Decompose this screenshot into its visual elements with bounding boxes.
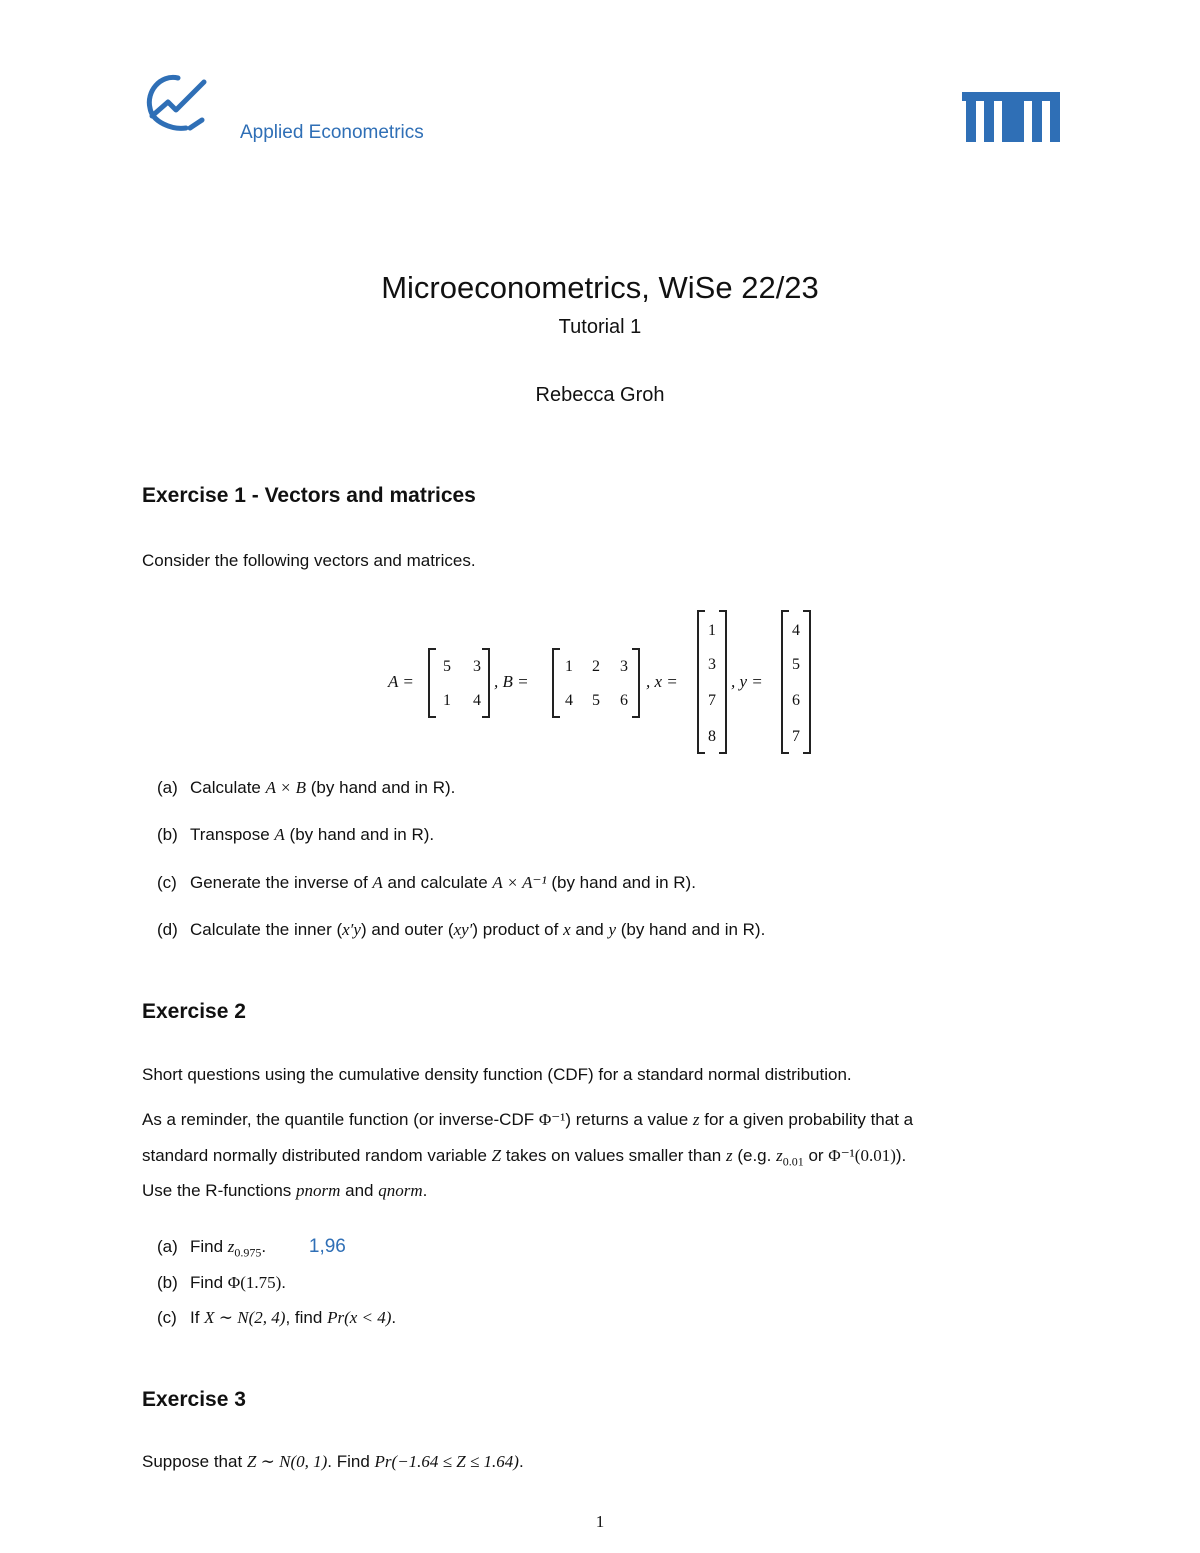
matrix-cell: 1 [565, 658, 573, 675]
vector-x-label: , x = [646, 672, 678, 691]
econometrics-curve-logo-icon [142, 70, 212, 136]
matrix-a [428, 648, 490, 718]
matrix-b-label: , B = [494, 672, 529, 691]
exercise-1-intro: Consider the following vectors and matrices. [142, 551, 476, 570]
exercise-1-item-d: (d) Calculate the inner (x′y) and outer (xy′) product of x and y (by hand and in R). [157, 920, 766, 939]
exercise-1-heading: Exercise 1 - Vectors and matrices [142, 484, 476, 507]
vector-cell: 8 [708, 728, 716, 745]
document-subtitle: Tutorial 1 [558, 316, 642, 338]
vector-cell: 7 [792, 728, 800, 745]
exercise-2-heading: Exercise 2 [142, 1000, 246, 1023]
vector-y [781, 610, 811, 754]
exercise-3-text: Suppose that Z ∼ N(0, 1). Find Pr(−1.64 ≤ Z ≤ 1.64). [142, 1452, 524, 1471]
matrix-cell: 4 [473, 692, 481, 709]
exercise-1-item-c: (c) Generate the inverse of A and calculate A × A⁻¹ (by hand and in R). [157, 873, 696, 892]
vector-cell: 4 [792, 622, 800, 639]
exercise-2-reminder-line-3: Use the R-functions pnorm and qnorm. [142, 1181, 428, 1200]
matrix-cell: 5 [443, 658, 451, 675]
matrix-a-label: A = [388, 672, 414, 691]
vector-y-label: , y = [731, 672, 763, 691]
exercise-1-item-b: (b) Transpose A (by hand and in R). [157, 825, 435, 844]
matrix-cell: 6 [620, 692, 628, 709]
vector-cell: 3 [708, 656, 716, 673]
matrix-cell: 3 [620, 658, 628, 675]
exercise-2-item-b: (b) Find Φ(1.75). [157, 1273, 287, 1292]
matrix-cell: 1 [443, 692, 451, 709]
matrix-cell: 2 [592, 658, 600, 675]
exercise-1-item-a: (a) Calculate A × B (by hand and in R). [157, 778, 456, 797]
handwritten-answer: 1,96 [308, 1236, 346, 1257]
page-number: 1 [595, 1512, 605, 1531]
vector-cell: 5 [792, 656, 800, 673]
document-title: Microeconometrics, WiSe 22/23 [381, 270, 819, 305]
matrix-cell: 4 [565, 692, 573, 709]
vector-cell: 6 [792, 692, 800, 709]
document-author: Rebecca Groh [535, 384, 665, 406]
matrix-b [552, 648, 640, 718]
exercise-2-intro: Short questions using the cumulative density function (CDF) for a standard normal distribution. [142, 1065, 852, 1084]
exercise-2-reminder-line-2: standard normally distributed random variable Z takes on values smaller than z (e.g. $z_{0.01}$ or Φ⁻¹(0.01)). [142, 1146, 907, 1169]
vector-x [697, 610, 727, 754]
matrix-cell: 5 [592, 692, 600, 709]
brand-name: Applied Econometrics [240, 122, 424, 143]
exercise-2-item-c: (c) If X ∼ N(2, 4), find Pr(x < 4). [157, 1308, 397, 1327]
exercise-2-reminder-line-1: As a reminder, the quantile function (or inverse-CDF Φ⁻¹) returns a value z for a given probability that a [142, 1110, 914, 1129]
tum-logo-icon [962, 92, 1060, 142]
matrix-cell: 3 [473, 658, 481, 675]
matrix-equation [0, 608, 1200, 758]
vector-cell: 7 [708, 692, 716, 709]
vector-cell: 1 [708, 622, 716, 639]
exercise-3-heading: Exercise 3 [142, 1388, 246, 1411]
exercise-2-item-a: (a) Find $z_{0.975}$. 1,96 [157, 1236, 346, 1260]
